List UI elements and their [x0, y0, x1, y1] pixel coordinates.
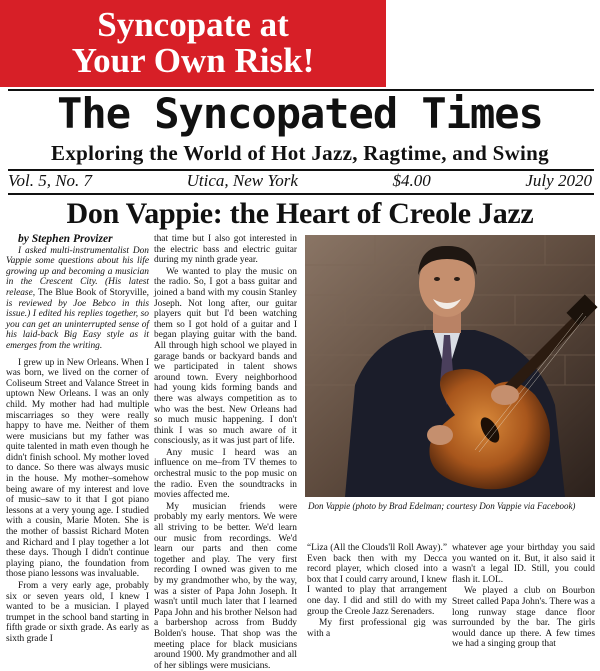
article-intro: I asked multi-instrumentalist Don Vappie some questions about his life growing up and becoming a musician in the Crescent City. (His latest release, The Blue Book of Storyville, is reviewed by Joe Bebco in this issue.) I edited his replies together, so you can get an uninterrupted sense of his laid-back Big Easy style as it emerges from the writing. — [6, 245, 149, 351]
issue-volume: Vol. 5, No. 7 — [8, 171, 93, 190]
paragraph: “Liza (All the Clouds'll Roll Away).” Even back then with my Decca record player, which closed into a box that I could carry around, I knew I wanted to play that arrangement one day. I did and still do with my group the Creole Jazz Serenaders. — [307, 543, 447, 617]
article-column-2 — [154, 234, 297, 671]
article-headline: Don Vappie: the Heart of Creole Jazz — [66, 197, 534, 230]
promo-banner — [0, 0, 386, 87]
article-byline: by Stephen Provizer — [18, 233, 113, 245]
promo-banner-line2: Your Own Risk! — [71, 41, 315, 80]
paragraph: We wanted to play the music on the radio. So, I got a bass guitar and joined a band with my cousin Stanley Joseph. Not long after, our guitar players quit but I'd been watching them so I got hold of a guitar and I began playing guitar with the band. All through high school we played in garage bands or backyard bands and we participated in talent shows around town. Every neighborhood had young kids forming bands and there was always competition as to who was the best. New Orleans had so much music happening. I don't think I was so much aware of it consciously, as it was just part of life. — [154, 266, 297, 447]
album-title: The Blue Book of Storyville — [37, 287, 147, 298]
paragraph: From a very early age, probably six or seven years old, I knew I wanted to be a musician. I played trumpet in the school band starting in fifth grade or sixth grade. As early as sixth grade I — [6, 581, 149, 644]
article-column-3 — [307, 543, 447, 639]
paragraph: that time but I also got interested in the electric bass and electric guitar during my ninth grade year. — [154, 234, 297, 266]
paragraph: My musician friends were probably my early mentors. We were all striving to be better. We'd learn our music from recordings. We'd learn our parts and then come together and play. The very first recording I owned was given to me by my grandmother who, by the way, was a sister of Papa John Joseph. It wasn't until much later that I learned Papa John and his brother Nelson had a barbershop across from Buddy Bolden's house. That shop was the meeting place for black musicians around 1900. My grandmother and all of her siblings were musicians. — [154, 501, 297, 671]
issue-bar-bottom-rule — [8, 193, 594, 195]
paragraph: My first professional gig was with a — [307, 618, 447, 639]
newspaper-tagline: Exploring the World of Hot Jazz, Ragtime, and Swing — [51, 141, 549, 165]
issue-price: $4.00 — [392, 171, 431, 190]
paragraph: We played a club on Bourbon Street called Papa John's. There was a long runway stage dance floor surrounded by the bar. The girls would dance up there. A few times we had a singing group that — [452, 586, 595, 650]
paragraph: whatever age your birthday you said you wanted on it. But, it also said it wasn't a legal ID. Still, you could flash it. LOL. — [452, 543, 595, 585]
issue-date: July 2020 — [525, 171, 592, 190]
photo-caption: Don Vappie (photo by Brad Edelman; courtesy Don Vappie via Facebook) — [308, 501, 576, 511]
issue-location: Utica, New York — [186, 171, 298, 190]
article-column-1 — [6, 233, 149, 644]
paragraph: I grew up in New Orleans. When I was born, we lived on the corner of Coliseum Street and Valance Street in uptown New Orleans. I was an only child. My mother had had multiple miscarriages so they were really happy to have me. Neither of them were musicians but my father was quite talented in math even though he didn't finish school. My mother loved to dance. So there was always music in the house. My mother–somehow being aware of my interest and love of music–saw to it that I got piano lessons at a very young age. I studied with a cousin, Marie Moten. She is the mother of bassist Richard Moten and Richard and I play together a lot these days. Though I didn't continue playing piano, the foundation from those piano lessons was invaluable. — [6, 357, 149, 580]
issue-info-bar — [8, 170, 592, 192]
paragraph: Any music I heard was an influence on me–from TV themes to orchestral music to the pop music on the radio. Even the soundtracks in movies affected me. — [154, 447, 297, 501]
article-column-4 — [452, 543, 595, 650]
promo-banner-line1: Syncopate at — [97, 5, 289, 44]
newspaper-title: The Syncopated Times — [57, 89, 543, 138]
musician-photo — [305, 235, 595, 497]
